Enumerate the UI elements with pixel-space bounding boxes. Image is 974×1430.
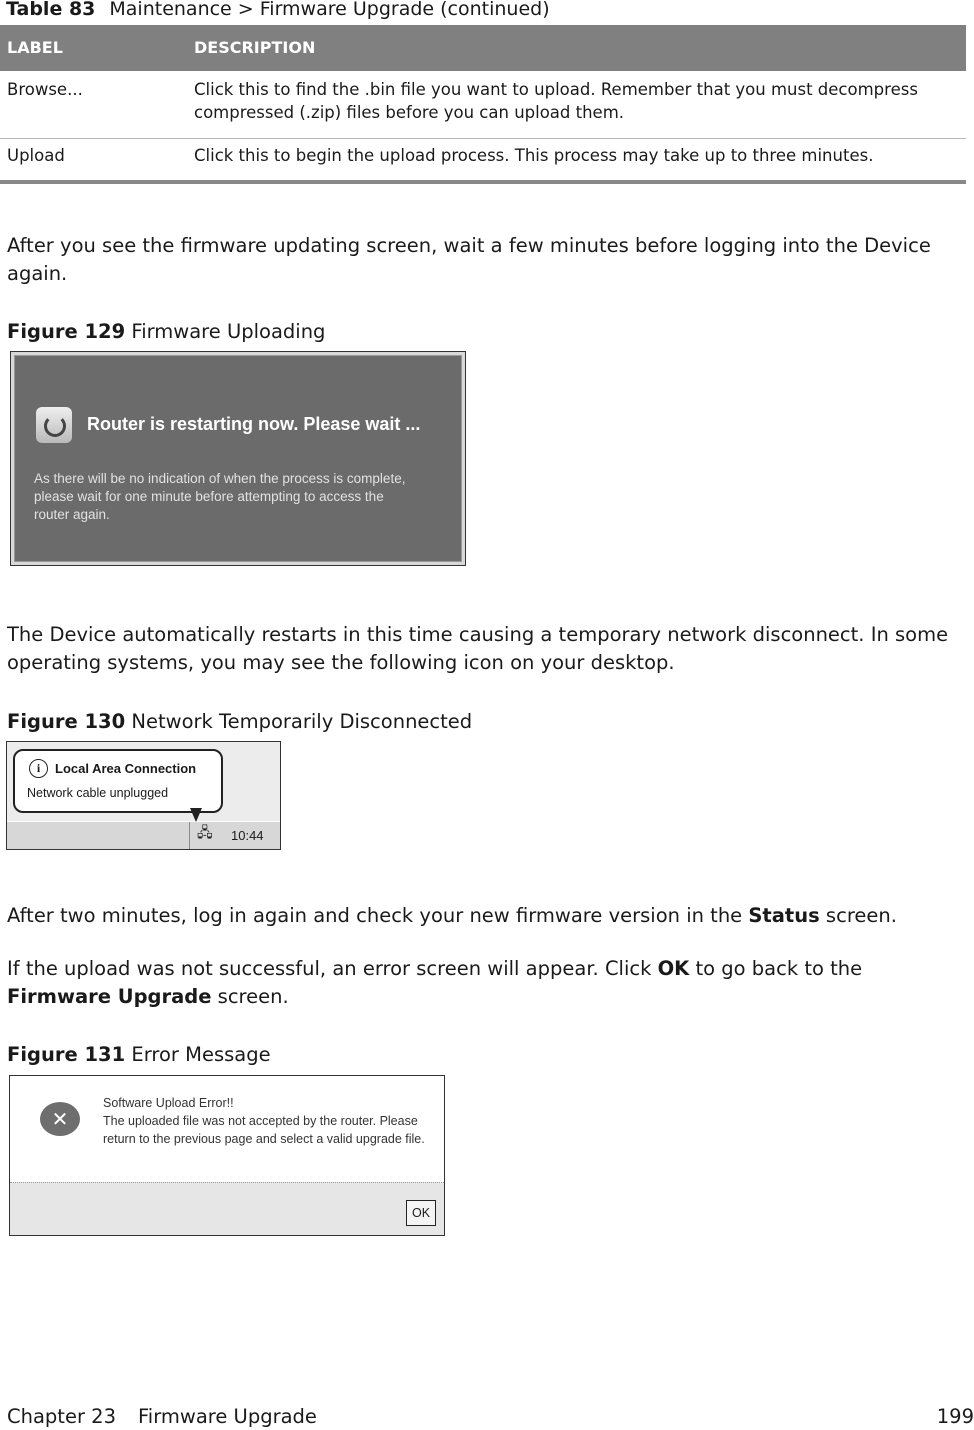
chapter-number: Chapter 23 — [7, 1405, 116, 1428]
paragraph: The Device automatically restarts in this time causing a temporary network disconnect. In some operating systems, you may see the following icon on your desktop. — [7, 623, 949, 674]
restart-message — [34, 470, 444, 524]
balloon-tail — [190, 808, 202, 822]
error-text — [103, 1094, 425, 1148]
figure-caption — [7, 320, 325, 343]
table-caption-text: Maintenance > Firmware Upgrade (continued) — [109, 0, 550, 20]
tray-clock: 10:44 — [231, 828, 264, 843]
figure-title: Network Temporarily Disconnected — [131, 710, 473, 733]
error-line: The uploaded file was not accepted by the router. Please — [103, 1114, 418, 1128]
table-caption-label: Table 83 — [6, 0, 96, 20]
firmware-uploading-screenshot — [10, 351, 466, 566]
network-disconnected-screenshot — [6, 741, 281, 850]
button-bar — [10, 1182, 444, 1235]
row-label: Upload — [7, 146, 65, 165]
firmware-upgrade-ref: Firmware Upgrade — [7, 985, 212, 1008]
refresh-icon — [36, 407, 72, 443]
text: to go back to the — [689, 957, 863, 980]
network-disconnected-icon[interactable]: 🖧 — [197, 825, 213, 841]
balloon-message: Network cable unplugged — [27, 786, 169, 800]
error-line: Software Upload Error!! — [103, 1096, 234, 1110]
text: screen. — [819, 904, 897, 927]
restart-title: Router is restarting now. Please wait ... — [87, 414, 421, 434]
status-ref: Status — [748, 904, 820, 927]
figure-label: Figure 130 — [7, 710, 126, 733]
restart-message-line: router again. — [34, 507, 110, 522]
notification-balloon[interactable] — [13, 749, 223, 813]
row-label: Browse... — [7, 80, 83, 99]
ok-ref: OK — [657, 957, 690, 980]
text: screen. — [211, 985, 289, 1008]
footer-chapter — [7, 1405, 317, 1428]
balloon-title: Local Area Connection — [55, 761, 197, 776]
paragraph — [7, 955, 957, 1011]
paragraph — [7, 902, 957, 930]
row-description: Click this to begin the upload process. This process may take up to three minutes. — [194, 146, 874, 165]
error-line: return to the previous page and select a valid upgrade file. — [103, 1132, 425, 1146]
table-caption — [6, 0, 550, 20]
figure-title: Error Message — [131, 1043, 271, 1066]
header-label: LABEL — [7, 38, 63, 57]
header-description: DESCRIPTION — [194, 38, 316, 57]
row-description-line: compressed (.zip) files before you can upload them. — [194, 103, 625, 122]
paragraph: After you see the firmware updating screen, wait a few minutes before logging into the Device again. — [7, 234, 931, 285]
figure-label: Figure 129 — [7, 320, 126, 343]
row-description-line: Click this to find the .bin file you want to upload. Remember that you must decompress — [194, 80, 918, 99]
figure-title: Firmware Uploading — [131, 320, 326, 343]
text: After two minutes, log in again and check your new firmware version in the — [7, 904, 749, 927]
restart-message-line: please wait for one minute before attempting to access the — [34, 489, 384, 504]
figure-label: Figure 131 — [7, 1043, 126, 1066]
info-icon: i — [29, 759, 48, 778]
error-icon: ✕ — [40, 1102, 80, 1136]
text: If the upload was not successful, an error screen will appear. Click — [7, 957, 658, 980]
error-message-screenshot — [9, 1075, 445, 1236]
figure-caption — [7, 710, 472, 733]
table-row — [0, 78, 966, 139]
table-row — [0, 144, 966, 184]
ok-button[interactable]: OK — [406, 1200, 436, 1226]
figure-caption — [7, 1043, 271, 1066]
page-number: 199 — [936, 1405, 974, 1428]
restart-message-line: As there will be no indication of when the process is complete, — [34, 471, 406, 486]
restart-dialog — [14, 355, 462, 562]
chapter-title: Firmware Upgrade — [137, 1405, 317, 1428]
row-description — [194, 78, 959, 124]
table-header — [0, 25, 966, 71]
